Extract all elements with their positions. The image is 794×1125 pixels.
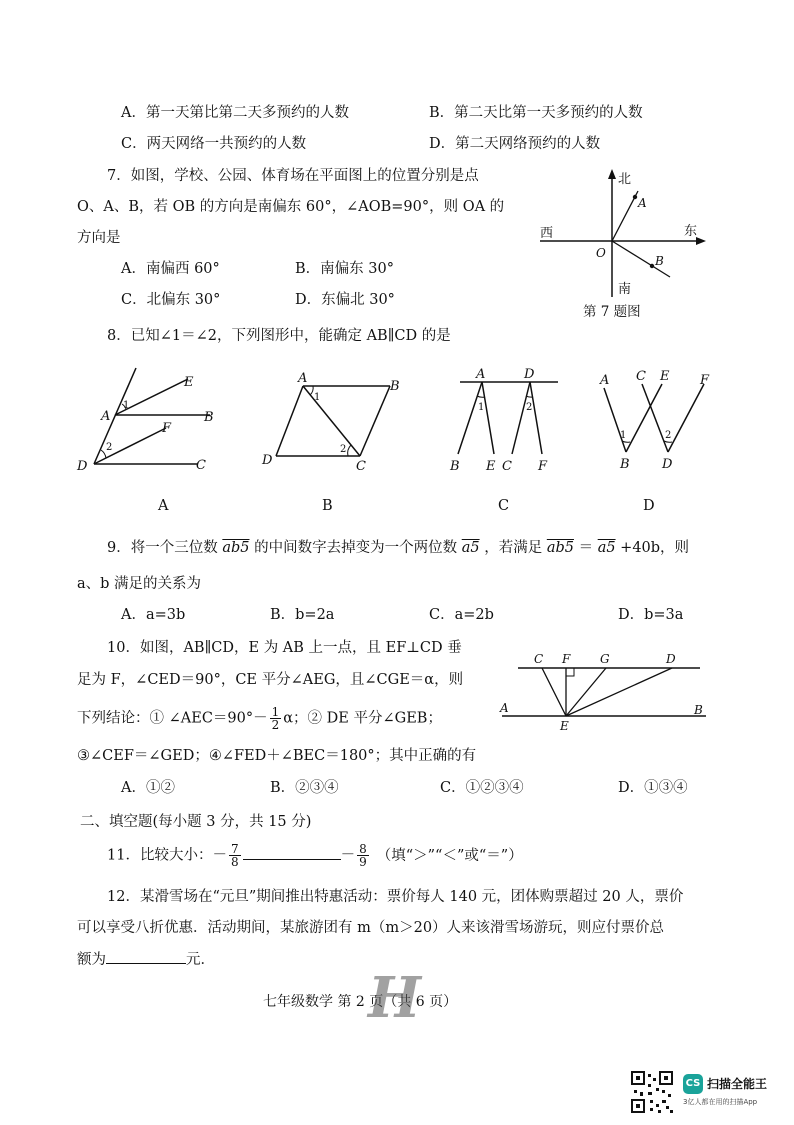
svg-text:A: A — [500, 701, 509, 715]
q10-figure — [496, 650, 718, 736]
page-footer: 七年级数学 第 2 页（共 6 页） — [263, 994, 458, 1010]
q9-two-digit: a5 — [461, 540, 480, 556]
qr-code — [630, 1070, 674, 1114]
svg-text:E: E — [560, 719, 569, 733]
q7-option-d: D．东偏北 30° — [295, 292, 395, 308]
svg-text:2: 2 — [340, 444, 347, 455]
svg-text:1: 1 — [620, 430, 627, 441]
svg-text:1: 1 — [314, 392, 321, 403]
q8-figure-b — [258, 372, 418, 472]
svg-text:2: 2 — [665, 430, 672, 441]
q10-stem-line1: 10．如图，AB∥CD，E 为 AB 上一点，且 EF⊥CD 垂 — [107, 640, 462, 656]
south-label: 南 — [618, 282, 632, 297]
svg-text:E: E — [486, 459, 496, 474]
q7-stem-line3: 方向是 — [77, 230, 121, 246]
svg-text:C: C — [534, 652, 544, 666]
q9-option-b: B．b=2a — [270, 607, 335, 623]
svg-text:B: B — [694, 703, 703, 717]
svg-text:B: B — [204, 410, 214, 425]
svg-text:F: F — [538, 459, 548, 474]
svg-text:1: 1 — [478, 402, 485, 413]
q10-option-c: C．①②③④ — [440, 780, 524, 796]
q10-option-a: A．①② — [121, 780, 175, 796]
point-b-dot — [650, 264, 654, 268]
svg-text:A: A — [298, 372, 308, 386]
section2-heading: 二、填空题(每小题 3 分，共 15 分) — [80, 814, 312, 830]
q8-option-b-label: B — [322, 498, 333, 514]
q6-option-b: B．第二天比第一天多预约的人数 — [429, 105, 643, 121]
q9-stem-line2: a、b 满足的关系为 — [77, 576, 202, 592]
q10-stem-line4: ③∠CEF＝∠GED；④∠FED＋∠BEC＝180°；其中正确的有 — [77, 748, 477, 764]
q8-option-c-label: C — [498, 498, 510, 514]
b-label: B — [655, 254, 664, 268]
q12-line1: 12．某滑雪场在“元旦”期间推出特惠活动：票价每人 140 元，团体购票超过 20 人，票价 — [107, 889, 684, 905]
svg-text:D: D — [262, 453, 273, 468]
q11-stem: 11．比较大小：－ $\frac{7}{8}$ － $\frac{8}{9}$ （填“＞”“＜”或“＝”） — [107, 842, 523, 869]
q11-answer-blank — [243, 859, 341, 860]
q7-option-c: C．北偏东 30° — [121, 292, 221, 308]
q12-line3: 额为 元． — [77, 952, 215, 968]
o-label: O — [596, 246, 606, 260]
q7-figure-caption: 第 7 题图 — [583, 304, 641, 320]
east-label: 东 — [684, 224, 698, 239]
svg-text:C: C — [196, 458, 206, 473]
q8-figure-c — [440, 362, 570, 477]
svg-text:E: E — [184, 375, 194, 390]
scanner-app-subtitle: 3亿人都在用的扫描App — [683, 1098, 758, 1106]
q7-stem-line1: 7．如图，学校、公园、体育场在平面图上的位置分别是点 — [107, 168, 479, 184]
svg-text:D: D — [77, 459, 88, 474]
q7-option-a: A．南偏西 60° — [121, 261, 220, 277]
watermark-h-mark: H — [368, 965, 421, 1031]
west-label: 西 — [540, 226, 554, 241]
cs-logo-icon: CS — [683, 1074, 703, 1094]
scanner-app-title: 扫描全能王 — [707, 1077, 768, 1091]
svg-text:A: A — [101, 409, 111, 424]
q9-option-d: D．b=3a — [618, 607, 684, 623]
svg-text:D: D — [666, 652, 676, 666]
svg-text:C: C — [636, 369, 646, 384]
svg-text:D: D — [524, 367, 535, 382]
q12-line2: 可以享受八折优惠．活动期间，某旅游团有 m（m＞20）人来该滑雪场游玩，则应付票价总 — [77, 920, 665, 936]
svg-text:B: B — [620, 457, 630, 472]
a-label: A — [638, 196, 647, 210]
q6-option-d: D．第二天网络预约的人数 — [429, 136, 601, 152]
svg-text:1: 1 — [123, 400, 130, 411]
q6-option-a: A．第一天第比第二天多预约的人数 — [121, 105, 349, 121]
q8-option-a-label: A — [158, 498, 169, 514]
q10-option-d: D．①③④ — [618, 780, 688, 796]
svg-text:C: C — [356, 459, 366, 472]
q10-fraction: $\frac{1}{2}$ — [271, 705, 280, 732]
q8-figure-a — [70, 362, 230, 477]
q10-stem-line2: 足为 F，∠CED＝90°，CE 平分∠AEG，且∠CGE＝α，则 — [77, 672, 464, 688]
svg-text:2: 2 — [106, 442, 113, 453]
q8-option-d-label: D — [643, 498, 655, 514]
q9-three-digit: ab5 — [222, 540, 250, 556]
q7-option-b: B．南偏东 30° — [295, 261, 394, 277]
q9-option-a: A．a=3b — [121, 607, 186, 623]
q6-option-c: C．两天网络一共预约的人数 — [121, 136, 307, 152]
q7-stem-line2: O、A、B，若 OB 的方向是南偏东 60°，∠AOB=90°，则 OA 的 — [77, 199, 505, 215]
point-a-dot — [633, 195, 637, 199]
svg-text:A: A — [476, 367, 486, 382]
svg-text:A: A — [600, 373, 610, 388]
q8-stem: 8．已知∠1＝∠2，下列图形中，能确定 AB∥CD 的是 — [107, 328, 451, 344]
svg-text:F: F — [562, 652, 571, 666]
q8-figure-d — [596, 366, 726, 476]
svg-text:B: B — [390, 379, 400, 394]
svg-text:D: D — [662, 457, 673, 472]
q9-option-c: C．a=2b — [429, 607, 494, 623]
q12-answer-blank — [106, 963, 186, 964]
q7-compass-figure — [530, 165, 720, 305]
svg-text:E: E — [660, 369, 670, 384]
q10-stem-line3: 下列结论：① ∠AEC＝90°－ $\frac{1}{2}$ α；② DE 平分∠GEB； — [77, 705, 442, 732]
q10-option-b: B．②③④ — [270, 780, 339, 796]
q9-stem-line1: 9．将一个三位数 ab5 的中间数字去掉变为一个两位数 a5 ，若满足 ab5 ＝ a5 +40b，则 — [107, 540, 690, 556]
svg-text:G: G — [600, 652, 610, 666]
svg-text:2: 2 — [526, 402, 533, 413]
svg-text:B: B — [450, 459, 460, 474]
svg-text:C: C — [502, 459, 512, 474]
svg-text:F: F — [700, 373, 710, 388]
svg-text:F: F — [162, 421, 172, 436]
north-label: 北 — [618, 172, 632, 187]
